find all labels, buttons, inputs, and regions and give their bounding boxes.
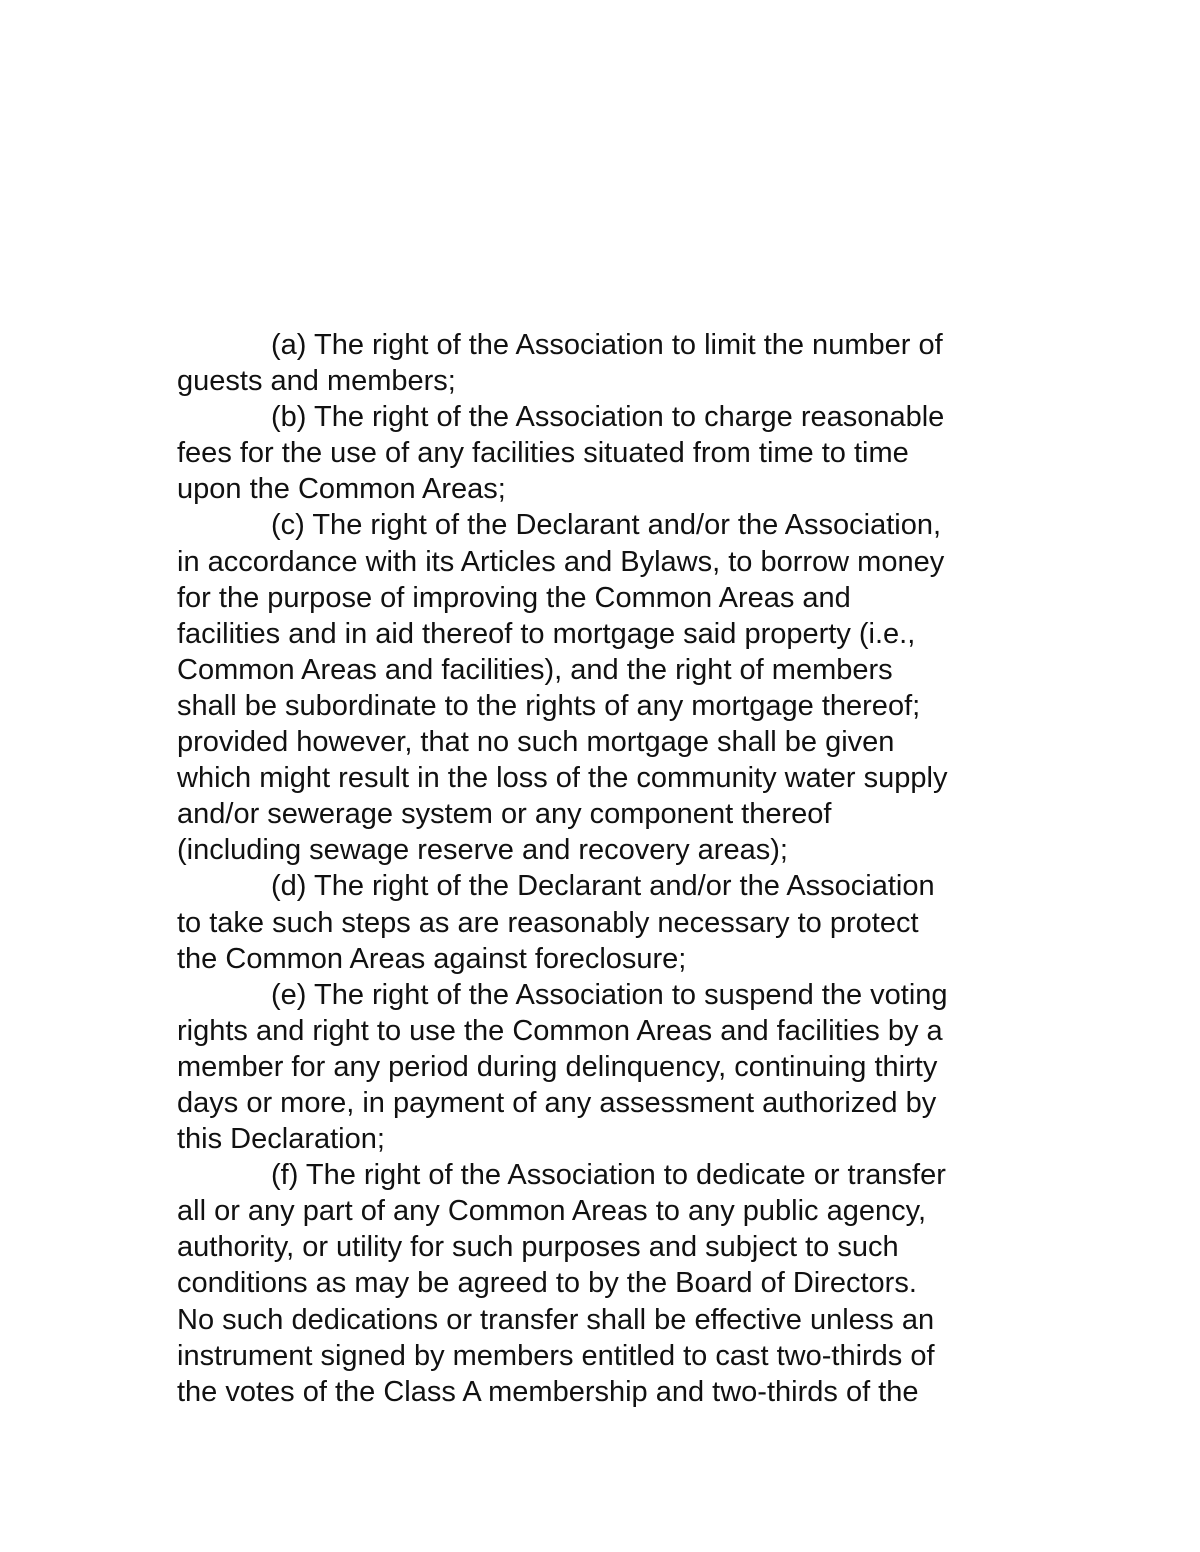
text-line: this Declaration; xyxy=(177,1123,385,1156)
text-line: the votes of the Class A membership and two-thirds of the xyxy=(177,1375,919,1408)
document-body xyxy=(177,327,1027,1410)
text-line: No such dedications or transfer shall be effective unless an xyxy=(177,1303,935,1336)
paragraph-first-line: (d) The right of the Declarant and/or the Association xyxy=(271,870,935,903)
text-line: all or any part of any Common Areas to any public agency, xyxy=(177,1195,927,1228)
text-line: member for any period during delinquency, continuing thirty xyxy=(177,1050,938,1083)
text-line: for the purpose of improving the Common Areas and xyxy=(177,581,851,614)
text-line: (including sewage reserve and recovery areas); xyxy=(177,834,788,867)
paragraph-first-line: (c) The right of the Declarant and/or the Association, xyxy=(271,509,942,542)
paragraph-first-line: (b) The right of the Association to charge reasonable xyxy=(271,401,945,434)
text-line: rights and right to use the Common Areas and facilities by a xyxy=(177,1014,943,1047)
text-line: provided however, that no such mortgage shall be given xyxy=(177,726,895,759)
text-line: fees for the use of any facilities situated from time to time xyxy=(177,437,909,470)
text-line: which might result in the loss of the community water supply xyxy=(177,762,948,795)
text-line: to take such steps as are reasonably necessary to protect xyxy=(177,906,919,939)
text-line: instrument signed by members entitled to cast two-thirds of xyxy=(177,1339,935,1372)
text-line: conditions as may be agreed to by the Board of Directors. xyxy=(177,1267,917,1300)
text-line: the Common Areas against foreclosure; xyxy=(177,942,687,975)
text-line: days or more, in payment of any assessment authorized by xyxy=(177,1086,937,1119)
paragraph-first-line: (f) The right of the Association to dedicate or transfer xyxy=(271,1159,946,1192)
text-line: facilities and in aid thereof to mortgage said property (i.e., xyxy=(177,617,916,650)
text-line: shall be subordinate to the rights of any mortgage thereof; xyxy=(177,689,921,722)
text-line: guests and members; xyxy=(177,365,456,398)
paragraph-first-line: (a) The right of the Association to limit the number of xyxy=(271,329,943,361)
text-line: upon the Common Areas; xyxy=(177,473,506,506)
text-line: in accordance with its Articles and Bylaws, to borrow money xyxy=(177,545,945,578)
text-line: and/or sewerage system or any component thereof xyxy=(177,798,832,831)
text-line: Common Areas and facilities), and the right of members xyxy=(177,653,893,686)
text-line: authority, or utility for such purposes and subject to such xyxy=(177,1231,899,1264)
paragraph-first-line: (e) The right of the Association to suspend the voting xyxy=(271,978,948,1011)
